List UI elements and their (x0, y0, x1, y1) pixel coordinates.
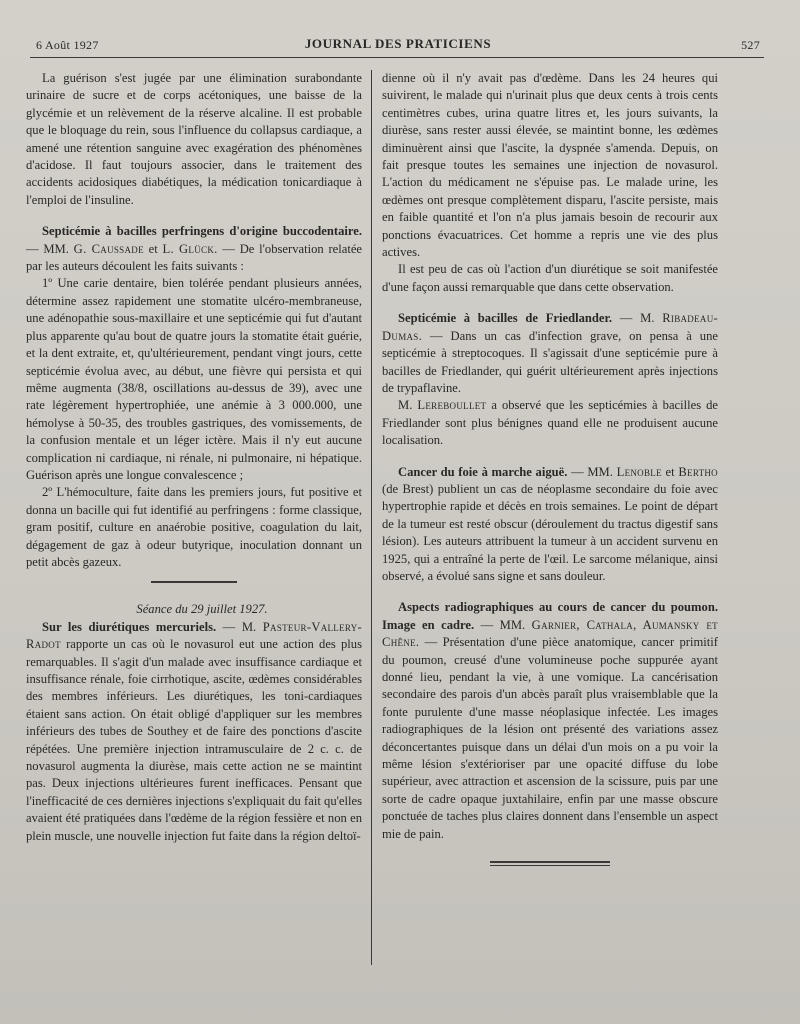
article-title: Cancer du foie à marche aiguë. (398, 464, 568, 479)
article-title: Septicémie à bacilles perfringens d'origine buccodentaire. (42, 224, 362, 239)
paragraph-fact-1: 1º Une carie dentaire, bien tolérée pendant plusieurs années, détermine assez rapidement une stomatite ulcéro-membraneuse, une adénopathie sous-maxillaire et une septicémie qui fut d'autant plus apparente qu'au bout de quatre jours la stomatite était guérie, et la dent extraite, et, qu'ultérieurement, pendant vingt jours, cette septicémie évolua avec, au début, une fièvre qui persista et qui même augmenta (38/8, oscillations au-dessus de 39), avec une rate légèrement hypertrophiée, une anémie à 3 000.000, une hémolyse à 50-35, des troubles gastriques, des vomissements, de la confusion mentale et un léger ictère. Mais il n'y eut aucune complication ni cardiaque, ni rénale, ni pulmonaire, ni hépatique. Guérison après une longue convalescence ; (26, 276, 362, 482)
paragraph-lereboullet: M. Lereboullet a observé que les septicémies à bacilles de Friedlander sont plus bénignes quand elle ne produisent aucune localisation. (382, 398, 718, 448)
page-number: 527 (741, 38, 760, 52)
issue-date: 6 Août 1927 (36, 38, 99, 52)
author-name: Pasteur-Vallery-Radot (26, 619, 363, 652)
paragraph-diuretics-continued: dienne où il n'y avait pas d'œdème. Dans les 24 heures qui suivirent, le malade qui n'urinait plus que deux cents à trois cents centimètres cubes, urina quatre litres et, les jours suivants, la diurèse, sans rester aussi élevée, se maintint bonne, les œdèmes diminuèrent ainsi que l'ascite, la dyspnée s'amenda. Depuis, on fait presque toutes les semaines une injection de novasurol. L'action du médicament ne s'épuise pas. Le malade urine, les œdèmes ont presque complètement disparu, l'ascite persiste, mais en faible quantité et l'on n'a plus jamais besoin de recourir aux ponctions évacuatrices. Cet homme a repris une vie des plus actives. (382, 71, 718, 260)
author-name: Lenoble (616, 464, 662, 479)
column-divider (371, 70, 372, 965)
section-rule (151, 581, 237, 583)
session-heading: Séance du 29 juillet 1927. (136, 602, 268, 617)
article-diuretics: Sur les diurétiques mercuriels. — M. Pasteur-Vallery-Radot rapporte un cas où le novasurol eut une action des plus remarquables. Il s'agit d'un malade avec insuffisance cardiaque et insuffisance rénale, foie cirrhotique, ascite, œdèmes considérables des membres inférieurs. Les diurétiques, les toni-cardiaques étaient sans action. On était obligé d'appliquer sur les membres inférieurs des tubes de Southey et de faire des ponctions d'ascite répétées. Une première injection intramusculaire de 2 c. c. de novasurol augmenta la diurèse, mais cette action ne se maintint pas. Deux injections ultérieures furent inefficaces. Pensant que l'inefficacité de ces dernières injections s'expliquait du fait qu'elles avaient été pratiquées dans l'œdème de la région fessière et non en plein muscle, une nouvelle injection fut faite dans la région deltoï- (26, 619, 363, 843)
article-title: Septicémie à bacilles de Friedlander. (398, 311, 613, 326)
article-perfringens: Septicémie à bacilles perfringens d'origine buccodentaire. — MM. G. Caussade et L. Glück. — De l'observation relatée par les auteurs découlent les faits suivants : (26, 224, 362, 274)
page-header (36, 36, 760, 56)
left-column (26, 70, 362, 845)
header-rule (30, 57, 764, 58)
article-liver-cancer: Cancer du foie à marche aiguë. — MM. Lenoble et Bertho (de Brest) publient un cas de néoplasme secondaire du foie avec hypertrophie rapide et décès en trois semaines. Le point de départ de la tumeur est resté obscur (déroulement du tractus digestif sans lésion). Les auteurs attribuent la tumeur à un accident survenu en 1925, qui a entraîné la perte de l'œil. Le sarcome mélanique, ainsi observé, a évolué sans signe et sans douleur. (382, 464, 718, 583)
paragraph-fact-2: 2º L'hémoculture, faite dans les premiers jours, fut positive et donna un bacille qui fut identifié au perfringens : forme classique, gram positif, culture en anaérobie positive, coagulation du lait, dégagement de gaz à odeur butyrique, inoculation donnant un petit abcès gazeux. (26, 485, 362, 569)
article-friedlander: Septicémie à bacilles de Friedlander. — M. Ribadeau-Dumas. — Dans un cas d'infection grave, on pensa à une septicémie à streptocoques. Il s'agissait d'une septicémie pure à bacilles de Friedlander, qui guérit ultérieurement après injections de trypaflavine. (382, 311, 718, 395)
author-name: G. Caussade (73, 241, 144, 256)
paragraph-diuretics-conclusion: Il est peu de cas où l'action d'un diurétique se soit manifestée d'une façon aussi remarquable que dans cette observation. (382, 262, 718, 294)
author-name: L. Glück. (162, 241, 218, 256)
right-column (382, 70, 718, 866)
journal-title: JOURNAL DES PRATICIENS (304, 36, 492, 51)
author-name: Bertho (678, 464, 718, 479)
author-name: Garnier, Cathala, Aumansky et Chêne. (382, 617, 718, 650)
paragraph-diabetic-acidosis: La guérison s'est jugée par une élimination surabondante urinaire de sucre et de corps acétoniques, une baisse de la glycémie et un relèvement de la réserve alcaline. Il est probable que le bloquage du rein, sous l'influence du collapsus cardiaque, a amené une rétention sanguine avec exagération des phénomènes d'acidose. Il faut toujours associer, dans le traitement des accidents acidosiques diabétiques, la médication tonicardiaque à l'emploi de l'insuline. (26, 71, 362, 207)
author-name: Ribadeau-Dumas. (382, 311, 718, 343)
article-title: Aspects radiographiques au cours de cancer du poumon. Image en cadre. (382, 600, 718, 632)
article-title: Sur les diurétiques mercuriels. (42, 619, 217, 634)
end-rule (490, 861, 610, 866)
article-lung-cancer-radiography: Aspects radiographiques au cours de cancer du poumon. Image en cadre. — MM. Garnier, Cathala, Aumansky et Chêne. — Présentation d'une pièce anatomique, cancer primitif du poumon, creusé d'une volumineuse poche suppurée ayant donné lieu, pendant la vie, à une vomique. La cancérisation secondaire des parois d'un abcès paraît plus vraisemblable que la fonte purulente d'une masse néoplasique infectée. Les images radiographiques de la lésion ont présenté des variations assez déconcertantes puisque dans un délai d'un mois on a pu voir la même lésion s'extérioriser par une opacité diffuse du lobe supérieur, avec attraction et ascension de la scissure, puis par une sorte de cadre opaque juxtahilaire, enfin par une masse obscure ponctuée de taches plus claires donnent dans l'ensemble un aspect mie de pain. (382, 600, 718, 841)
author-name: Lereboullet (417, 398, 487, 413)
